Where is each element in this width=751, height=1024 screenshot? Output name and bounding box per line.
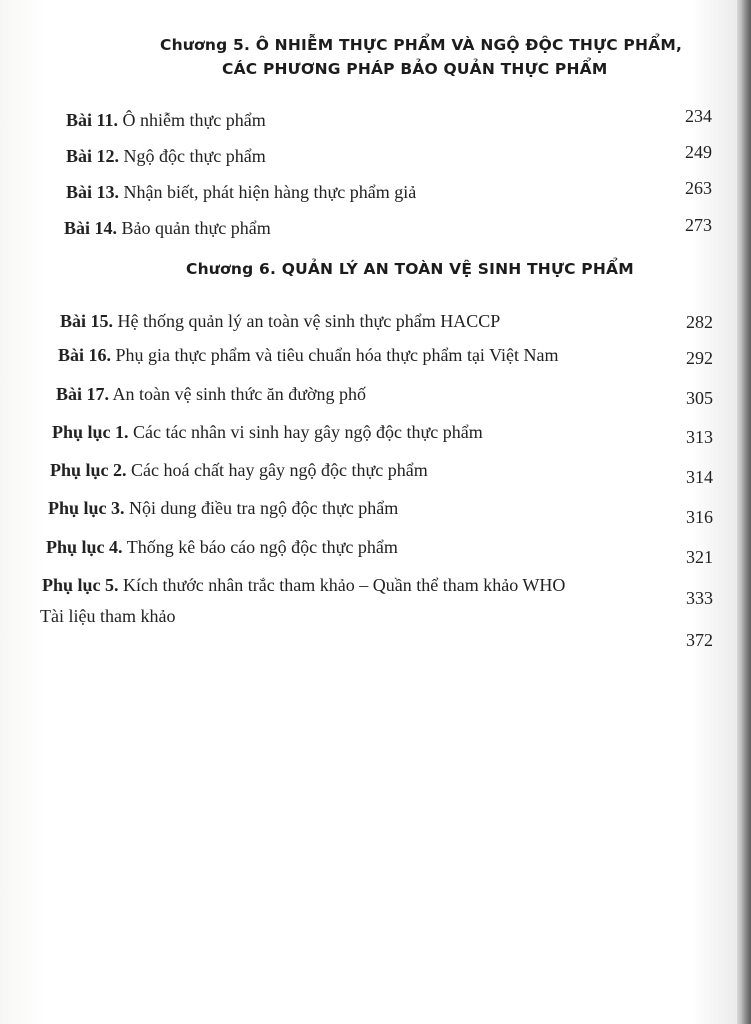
entry-text: Bảo quản thực phẩm [121, 218, 271, 238]
entry-text: Ô nhiễm thực phẩm [122, 110, 266, 130]
entry-page-number: 313 [686, 427, 713, 447]
entry-page-number: 234 [685, 106, 712, 126]
entry-page-number: 321 [686, 547, 713, 567]
entry-label: Bài 17. [56, 384, 110, 404]
entry-page-number: 305 [686, 388, 713, 408]
entry-label: Bài 16. [58, 345, 112, 365]
entry-text: Các hoá chất hay gây ngộ độc thực phẩm [131, 460, 428, 480]
toc-entry-bai-14 [64, 218, 271, 239]
entry-page-number: 282 [686, 312, 713, 332]
entry-label: Bài 14. [64, 218, 118, 238]
entry-text: Nhận biết, phát hiện hàng thực phẩm giả [123, 182, 417, 202]
entry-text: Ngộ độc thực phẩm [123, 146, 266, 166]
toc-entry-bai-16 [58, 345, 559, 366]
toc-entry-phu-luc-5 [42, 575, 565, 596]
toc-entry-bai-15 [60, 311, 500, 332]
toc-entry-phu-luc-2 [50, 460, 428, 481]
chapter-5-title-line2: CÁC PHƯƠNG PHÁP BẢO QUẢN THỰC PHẨM [222, 60, 608, 78]
entry-label: Bài 12. [66, 146, 120, 166]
entry-label: Phụ lục 2. [50, 460, 127, 480]
entry-page-number: 372 [686, 630, 713, 650]
toc-entry-phu-luc-1 [52, 422, 483, 443]
entry-page-number: 263 [685, 178, 712, 198]
entry-page-number: 273 [685, 215, 712, 235]
entry-page-number: 292 [686, 348, 713, 368]
entry-page-number: 249 [685, 142, 712, 162]
entry-text: An toàn vệ sinh thức ăn đường phố [112, 384, 367, 404]
entry-page-number: 314 [686, 467, 713, 487]
entry-text: Tài liệu tham khảo [40, 606, 176, 626]
toc-entry-phu-luc-3 [48, 498, 398, 519]
entry-text: Nội dung điều tra ngộ độc thực phẩm [129, 498, 399, 518]
chapter-6-title: Chương 6. QUẢN LÝ AN TOÀN VỆ SINH THỰC PHẨM [186, 260, 634, 278]
entry-label: Phụ lục 5. [42, 575, 119, 595]
toc-entry-bai-11 [66, 110, 266, 131]
entry-text: Hệ thống quản lý an toàn vệ sinh thực phẩm HACCP [117, 311, 501, 331]
entry-label: Bài 15. [60, 311, 114, 331]
entry-label: Bài 13. [66, 182, 120, 202]
toc-entry-phu-luc-4 [46, 537, 398, 558]
entry-text: Các tác nhân vi sinh hay gây ngộ độc thực phẩm [133, 422, 483, 442]
chapter-5-title-line1: Chương 5. Ô NHIỄM THỰC PHẨM VÀ NGỘ ĐỘC THỰC PHẨM, [160, 36, 683, 54]
entry-label: Phụ lục 3. [48, 498, 125, 518]
entry-page-number: 333 [686, 588, 713, 608]
entry-label: Phụ lục 1. [52, 422, 129, 442]
toc-entry-bai-12 [66, 146, 266, 167]
entry-page-number: 316 [686, 507, 713, 527]
page-edge-shadow [737, 0, 751, 1024]
entry-text: Thống kê báo cáo ngộ độc thực phẩm [126, 537, 398, 557]
toc-entry-bai-13 [66, 182, 416, 203]
toc-entry-bai-17 [56, 384, 366, 405]
entry-text: Kích thước nhân trắc tham khảo – Quần thể tham khảo WHO [123, 575, 566, 595]
entry-text: Phụ gia thực phẩm và tiêu chuẩn hóa thực phẩm tại Việt Nam [115, 345, 559, 365]
entry-label: Phụ lục 4. [46, 537, 123, 557]
entry-label: Bài 11. [66, 110, 119, 130]
toc-entry-references [40, 606, 175, 627]
